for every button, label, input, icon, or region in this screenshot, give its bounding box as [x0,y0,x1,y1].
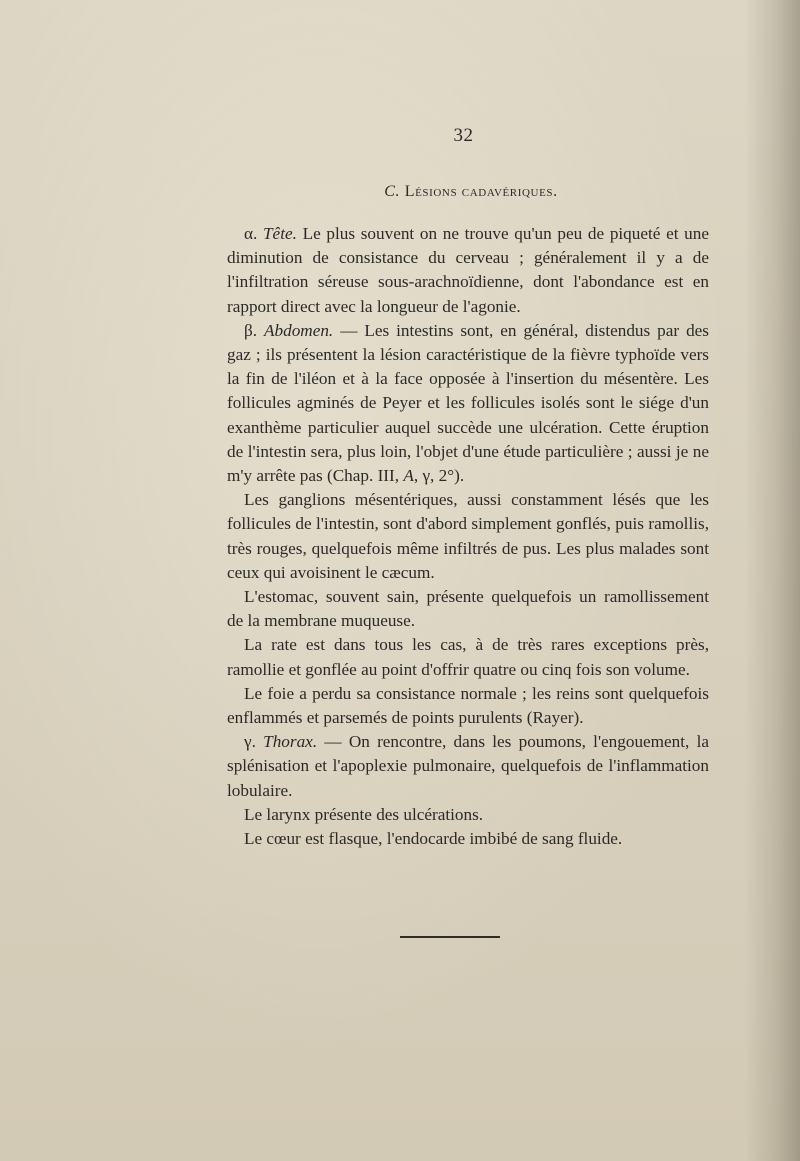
paragraph-text: Le plus souvent on ne trouve qu'un peu de piqueté et une diminution de consistance du cerveau ; généralement il y a de l'infiltration séreuse sous-arachnoïdienne, dont l'abondance est en rapport direct avec la longueur de l'agonie. [227,224,709,316]
paragraph-text: — Les intestins sont, en général, distendus par des gaz ; ils présentent la lésion caractéristique de la fièvre typhoïde vers la fin de l'iléon et à la face opposée à l'insertion du mésentère. Les follicules agminés de Peyer et les follicules isolés sont le siége d'un exanthème particulier auquel succède une ulcération. Cette éruption de l'intestin sera, plus loin, l'objet d'une étude particulière ; aussi je ne m'y arrête pas (Chap. III, [227,320,709,486]
paragraph-tete [227,222,709,319]
paragraph-term: Abdomen. [264,320,334,340]
paragraph-term: Thorax. [263,732,318,752]
section-title-text: Lésions cadavériques. [404,183,558,200]
reference-letter: A [403,466,414,486]
paragraph-abdomen [227,319,709,488]
section-heading [230,183,712,201]
body-text [227,222,709,851]
paragraph-thorax [227,730,709,803]
paragraph-rate: La rate est dans tous les cas, à de très rares exceptions près, ramollie et gonflée au point d'offrir quatre ou cinq fois son volume. [227,635,709,679]
paragraph-marker: β. [244,320,258,340]
paragraph-marker: γ. [244,732,256,752]
paragraph-text: — On rencontre, dans les poumons, l'engouement, la splénisation et l'apoplexie pulmonaire, quelquefois de l'inflammation lobulaire. [227,732,709,800]
end-separator-rule [400,936,500,938]
paragraph-larynx: Le larynx présente des ulcérations. [244,804,484,824]
paragraph-term: Tête. [263,224,297,243]
paragraph-coeur: Le cœur est flasque, l'endocarde imbibé de sang fluide. [244,829,623,849]
section-letter: C. [384,183,401,200]
paragraph-marker: α. [244,224,258,243]
reference-rest: , γ, 2°). [413,466,465,486]
page-number: 32 [453,125,474,146]
paragraph-foie: Le foie a perdu sa consistance normale ; les reins sont quelquefois enflammés et parsemés de points purulents (Rayer). [227,683,709,728]
paragraph-estomac: L'estomac, souvent sain, présente quelquefois un ramollissement de la membrane muqueuse. [227,587,709,631]
paragraph-ganglions: Les ganglions mésentériques, aussi constamment lésés que les follicules de l'intestin, sont d'abord simplement gonflés, puis ramollis, très rouges, quelquefois même infiltrés de pus. Les plus malades sont ceux qui avoisinent le cæcum. [227,490,709,582]
